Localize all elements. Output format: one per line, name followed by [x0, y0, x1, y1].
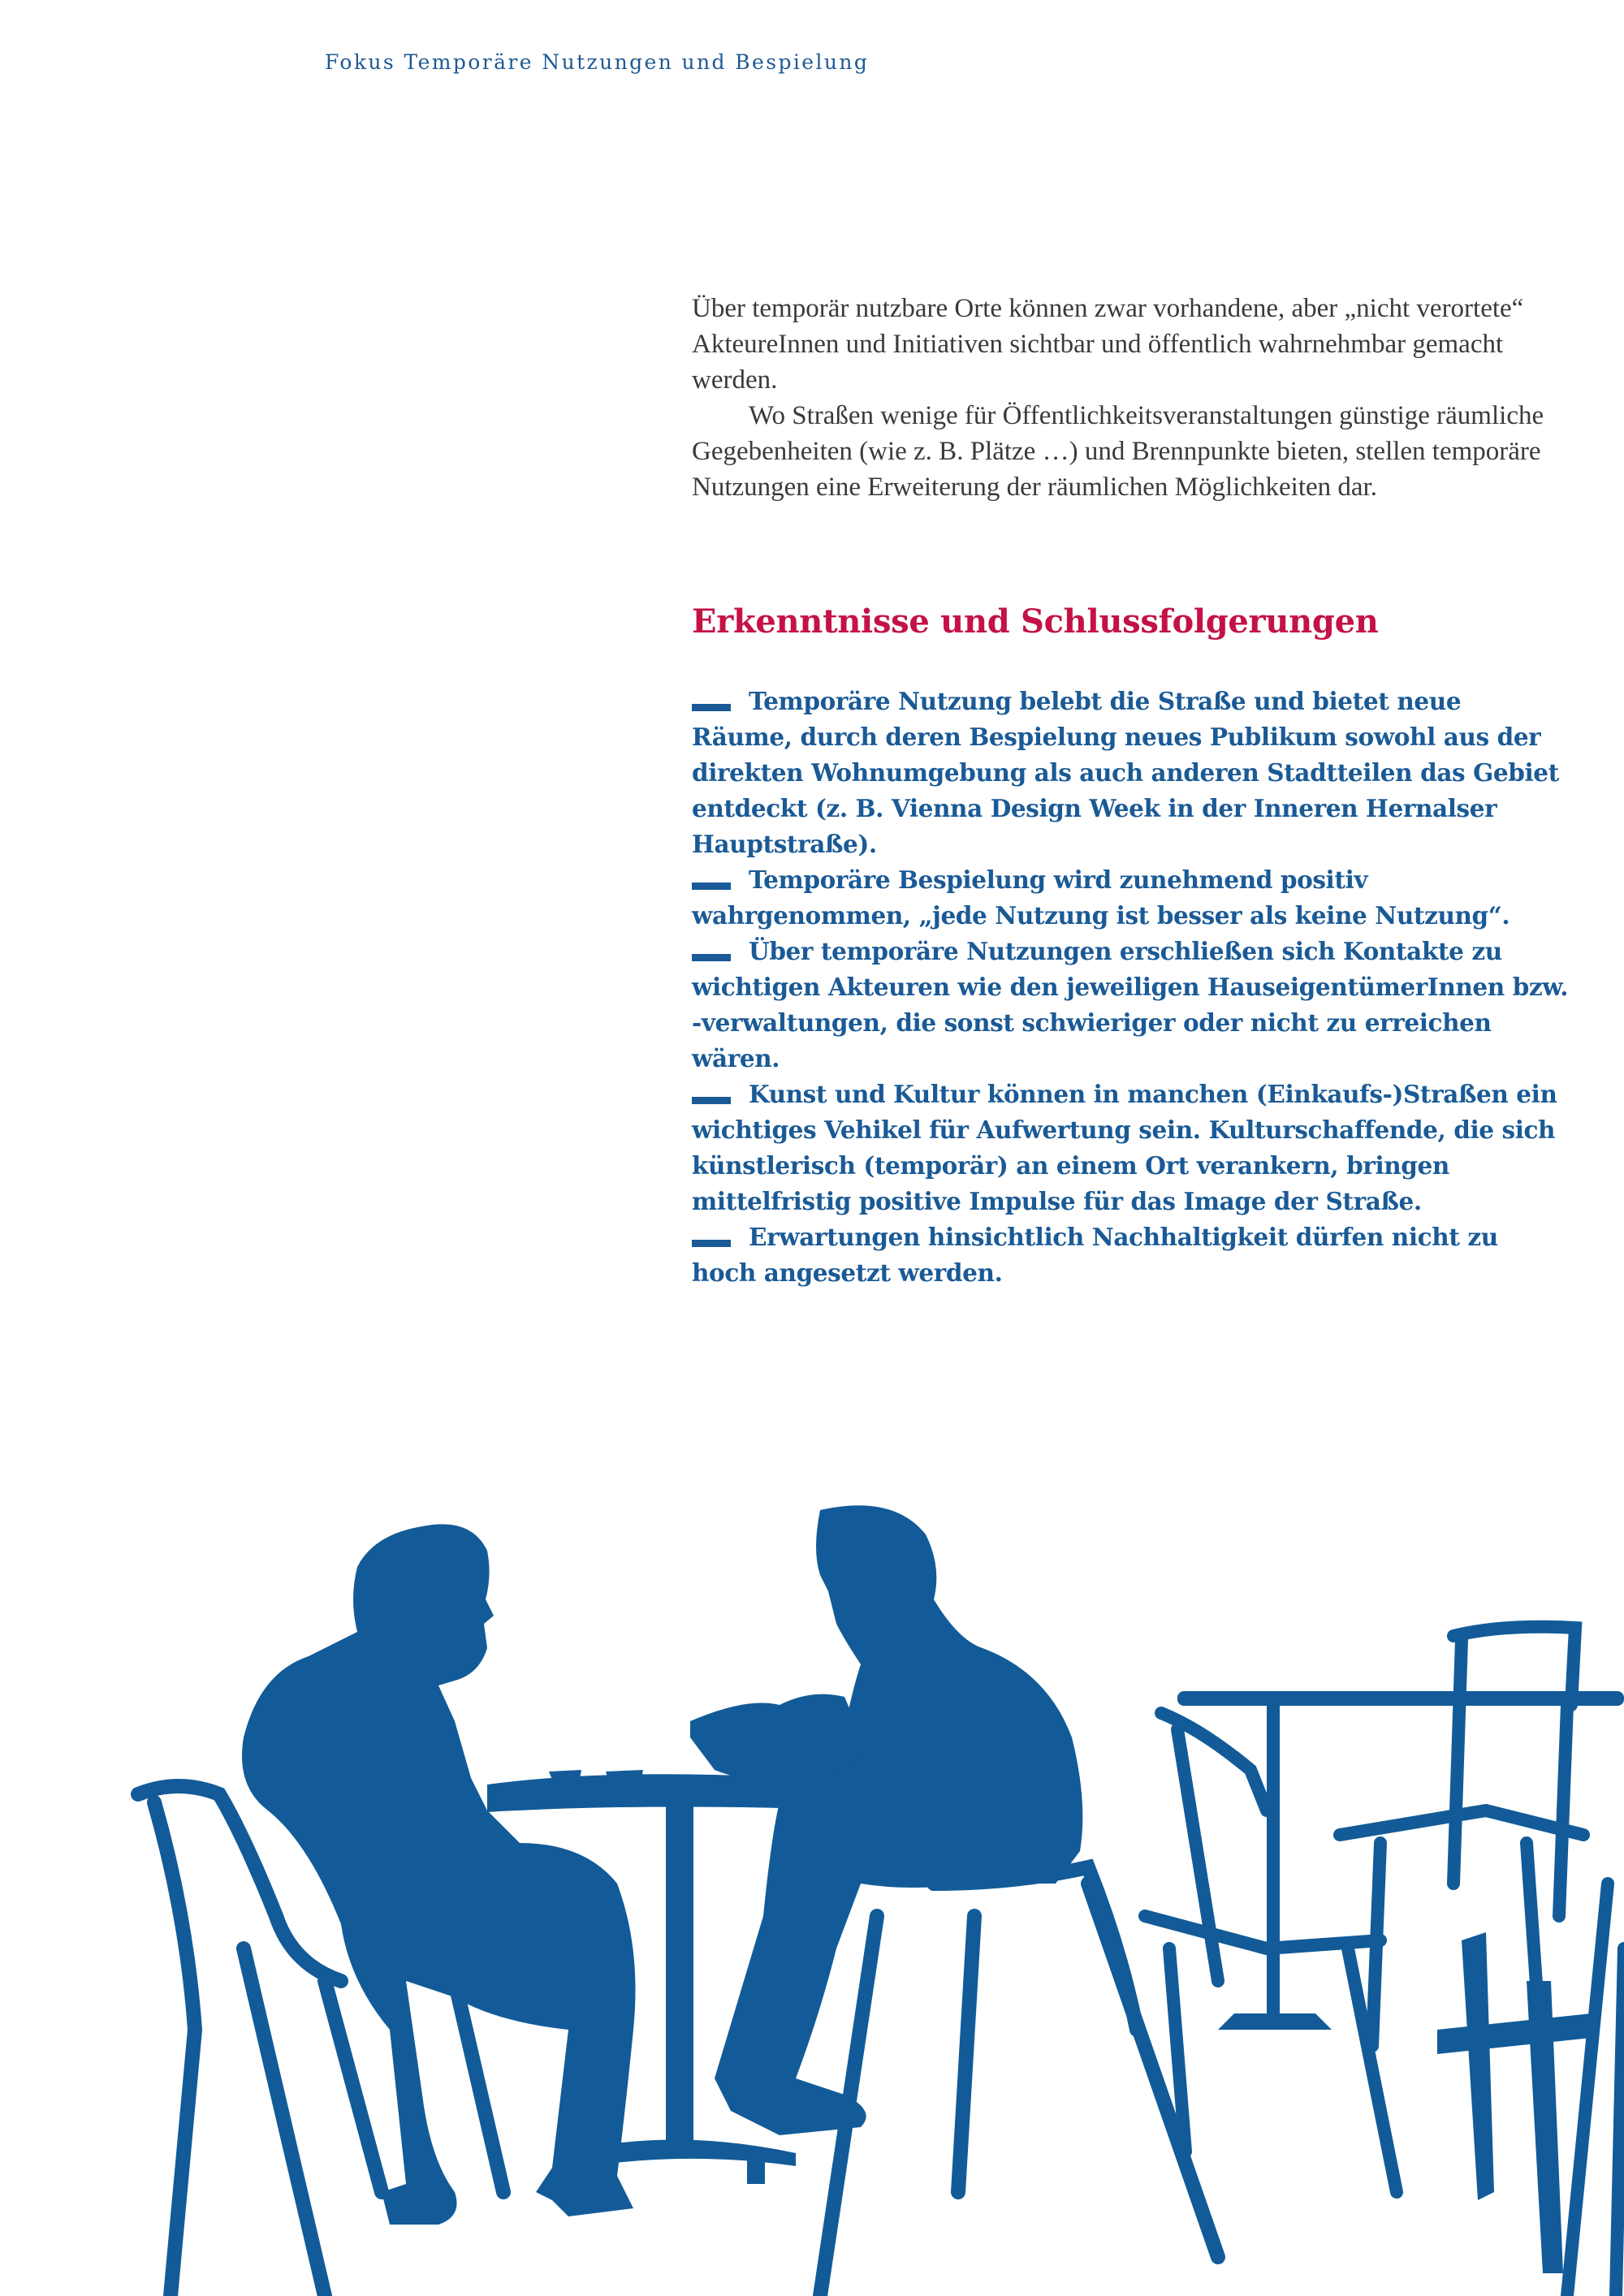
cafe-silhouette-svg: [0, 1461, 1624, 2296]
finding-item: [692, 1077, 1569, 1219]
left-person-silhouette: [242, 1524, 636, 2225]
dash-bullet-icon: [692, 704, 731, 711]
intro-paragraph-1: Über temporär nutzbare Orte können zwar vorhandene, aber „nicht verortete“ AkteureInnen und Initiativen sichtbar und öffentlich wahrnehmbar gemacht werden.: [692, 294, 1524, 395]
intro-paragraph-2: Wo Straßen wenige für Öffentlichkeitsveranstaltungen günstige räumliche Gegebenheiten (wie z. B. Plätze …) und Brennpunkte bieten, stellen temporäre Nutzungen eine Erweiterung der räumlichen Möglichkeiten dar.: [692, 401, 1544, 502]
cafe-silhouette-illustration: [0, 1461, 1624, 2296]
dash-bullet-icon: [692, 954, 731, 961]
dash-bullet-icon: [692, 883, 731, 890]
finding-item: [692, 862, 1569, 934]
finding-item: [692, 1219, 1569, 1291]
finding-text: Erwartungen hinsichtlich Nachhaltigkeit dürfen nicht zu hoch angesetzt werden.: [692, 1223, 1498, 1287]
section-heading: Erkenntnisse und Schlussfolgerungen: [692, 602, 1379, 641]
right-person-silhouette: [690, 1505, 1082, 2135]
intro-text: [692, 291, 1569, 505]
finding-text: Temporäre Nutzung belebt die Straße und bietet neue Räume, durch deren Bespielung neues Publikum sowohl aus der direkten Wohnumgebung als auch anderen Stadtteilen das Gebiet entdeckt (z. B. Vienna Design Week in der Inneren Hernalser Hauptstraße).: [692, 687, 1559, 858]
findings-list: [692, 684, 1569, 1291]
finding-text: Über temporäre Nutzungen erschließen sich Kontakte zu wichtigen Akteuren wie den jeweiligen HauseigentümerInnen bzw. -verwaltungen, die sonst schwieriger oder nicht zu erreichen wären.: [692, 937, 1569, 1072]
finding-item: [692, 934, 1569, 1077]
finding-text: Kunst und Kultur können in manchen (Einkaufs-)Straßen ein wichtiges Vehikel für Aufwertung sein. Kulturschaffende, die sich künstlerisch (temporär) an einem Ort verankern, bringen mittelfristig positive Impulse für das Image der Straße.: [692, 1080, 1557, 1215]
running-head: Fokus Temporäre Nutzungen und Bespielung: [325, 50, 870, 74]
finding-item: [692, 684, 1569, 862]
dash-bullet-icon: [692, 1240, 731, 1247]
finding-text: Temporäre Bespielung wird zunehmend positiv wahrgenommen, „jede Nutzung ist besser als keine Nutzung“.: [692, 865, 1510, 930]
dash-bullet-icon: [692, 1097, 731, 1104]
right-chair: [820, 1867, 1218, 2296]
